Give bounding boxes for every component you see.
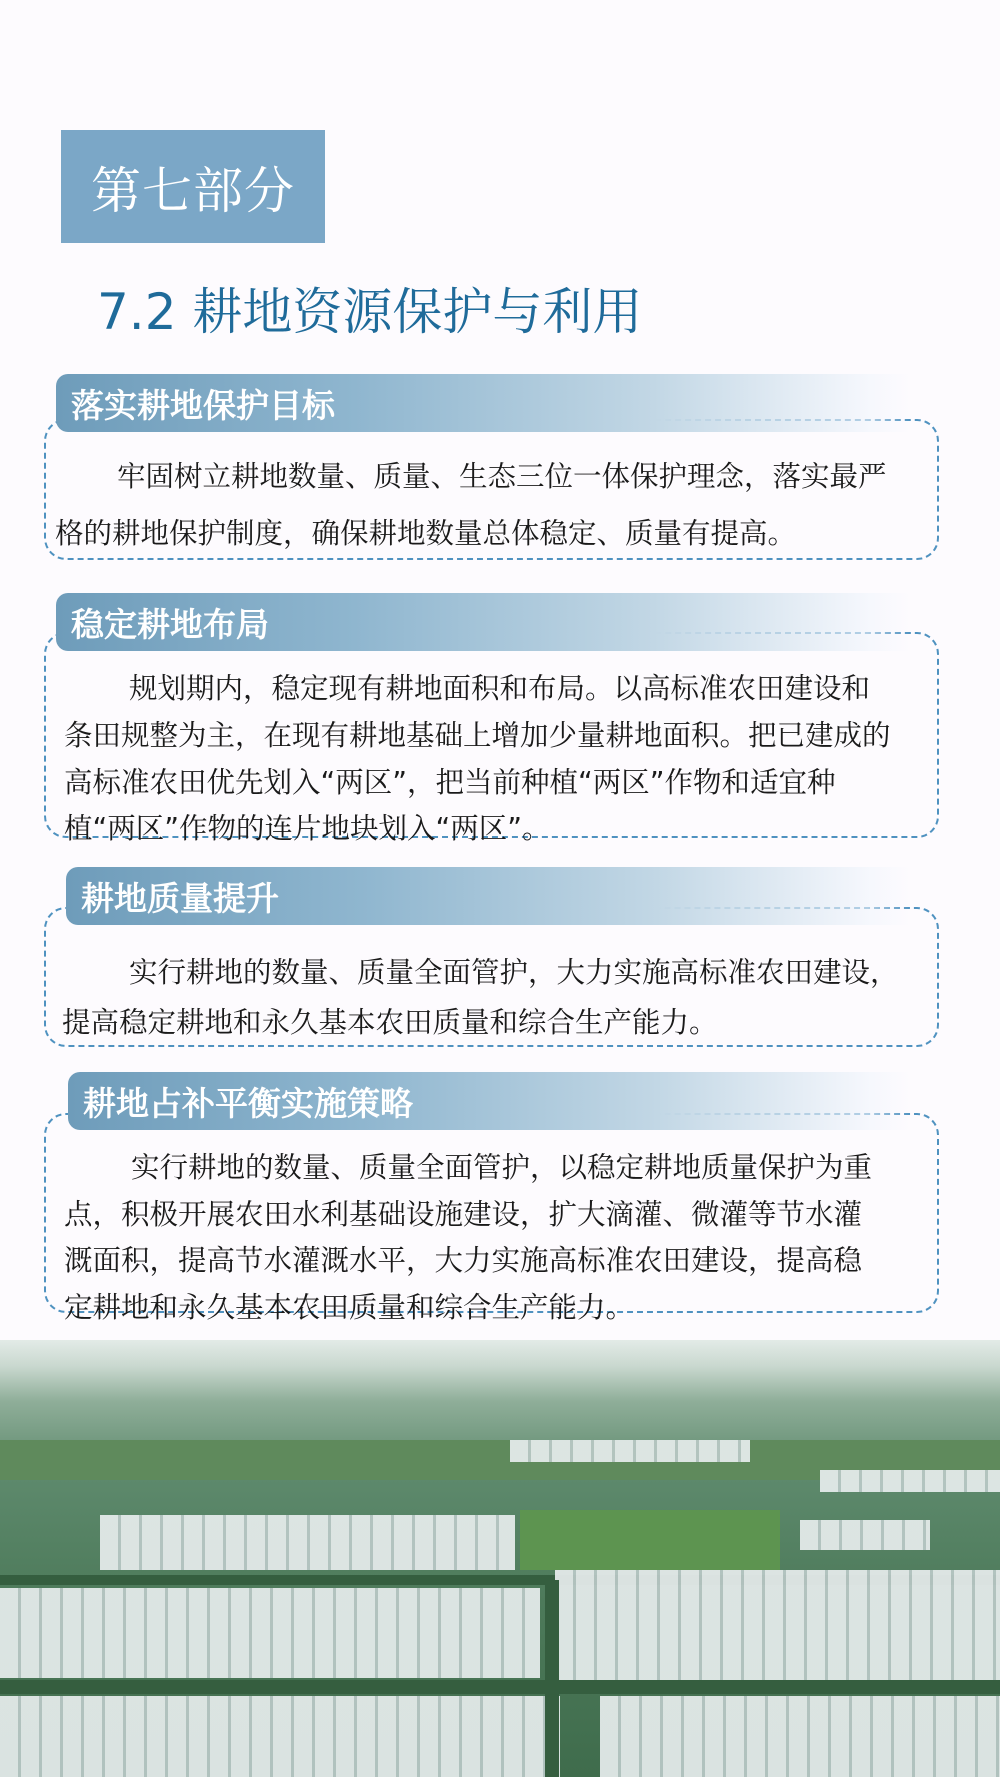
paragraph-line: 溉面积，提高节水灌溉水平，大力实施高标准农田建设，提高稳 [64,1244,863,1277]
section-heading-bar [66,867,910,925]
paragraph-line: 牢固树立耕地数量、质量、生态三位一体保护理念，落实最严 [117,460,887,493]
paragraph-line: 条田规整为主，在现有耕地基础上增加少量耕地面积。把已建成的 [64,719,891,752]
paragraph-line: 实行耕地的数量、质量全面管护，以稳定耕地质量保护为重 [131,1151,873,1184]
section-heading-bar [56,374,910,432]
paragraph-line: 植“两区”作物的连片地块划入“两区”。 [64,812,551,845]
paragraph-line: 规划期内，稳定现有耕地面积和布局。以高标准农田建设和 [129,672,871,705]
paragraph-line: 实行耕地的数量、质量全面管护，大力实施高标准农田建设， [129,956,899,989]
section-heading: 落实耕地保护目标 [71,385,335,425]
paragraph-line: 点，积极开展农田水利基础设施建设，扩大滴灌、微灌等节水灌 [64,1198,863,1231]
section-heading: 耕地占补平衡实施策略 [83,1083,413,1123]
page-title: 7.2 耕地资源保护与利用 [97,283,643,341]
part-label: 第七部分 [91,161,295,220]
section-heading: 稳定耕地布局 [71,604,269,644]
farmland-photo [0,1340,1000,1777]
section-heading-bar [56,593,910,651]
paragraph-line: 格的耕地保护制度，确保耕地数量总体稳定、质量有提高。 [55,517,797,550]
section-heading-bar [68,1072,910,1130]
paragraph-line: 定耕地和永久基本农田质量和综合生产能力。 [64,1291,635,1324]
paragraph-line: 高标准农田优先划入“两区”，把当前种植“两区”作物和适宜种 [64,766,836,799]
part-label-box [61,130,325,243]
section-heading: 耕地质量提升 [81,878,279,918]
paragraph-line: 提高稳定耕地和永久基本农田质量和综合生产能力。 [62,1006,718,1039]
